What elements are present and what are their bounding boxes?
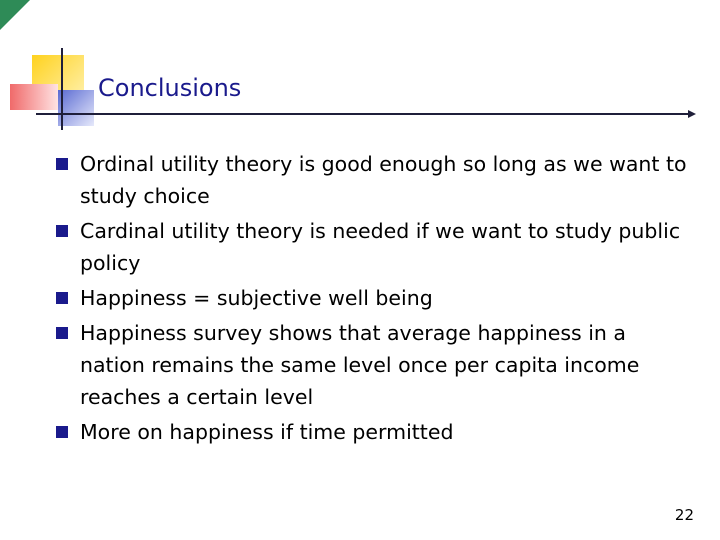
title-arrowhead (688, 110, 696, 118)
bullet-text: Happiness = subjective well being (80, 286, 433, 310)
title-decoration (0, 0, 720, 140)
page-number: 22 (674, 506, 694, 524)
bullet-text: Happiness survey shows that average happiness in a nation remains the same level once per capita income reaches a certain level (80, 321, 640, 409)
deco-blue-square (58, 90, 94, 126)
bullet-item (54, 282, 694, 314)
bullet-list (54, 148, 694, 451)
bullet-square-icon (56, 327, 68, 339)
bullet-item (54, 416, 694, 448)
bullet-item (54, 148, 694, 212)
bullet-text: Cardinal utility theory is needed if we want to study public policy (80, 219, 681, 275)
bullet-text: More on happiness if time permitted (80, 420, 454, 444)
deco-red-bar (10, 84, 58, 110)
bullet-square-icon (56, 158, 68, 170)
bullet-square-icon (56, 426, 68, 438)
bullet-square-icon (56, 292, 68, 304)
slide-title: Conclusions (98, 74, 242, 102)
bullet-square-icon (56, 225, 68, 237)
bullet-item (54, 215, 694, 279)
bullet-item (54, 317, 694, 413)
bullet-text: Ordinal utility theory is good enough so long as we want to study choice (80, 152, 687, 208)
